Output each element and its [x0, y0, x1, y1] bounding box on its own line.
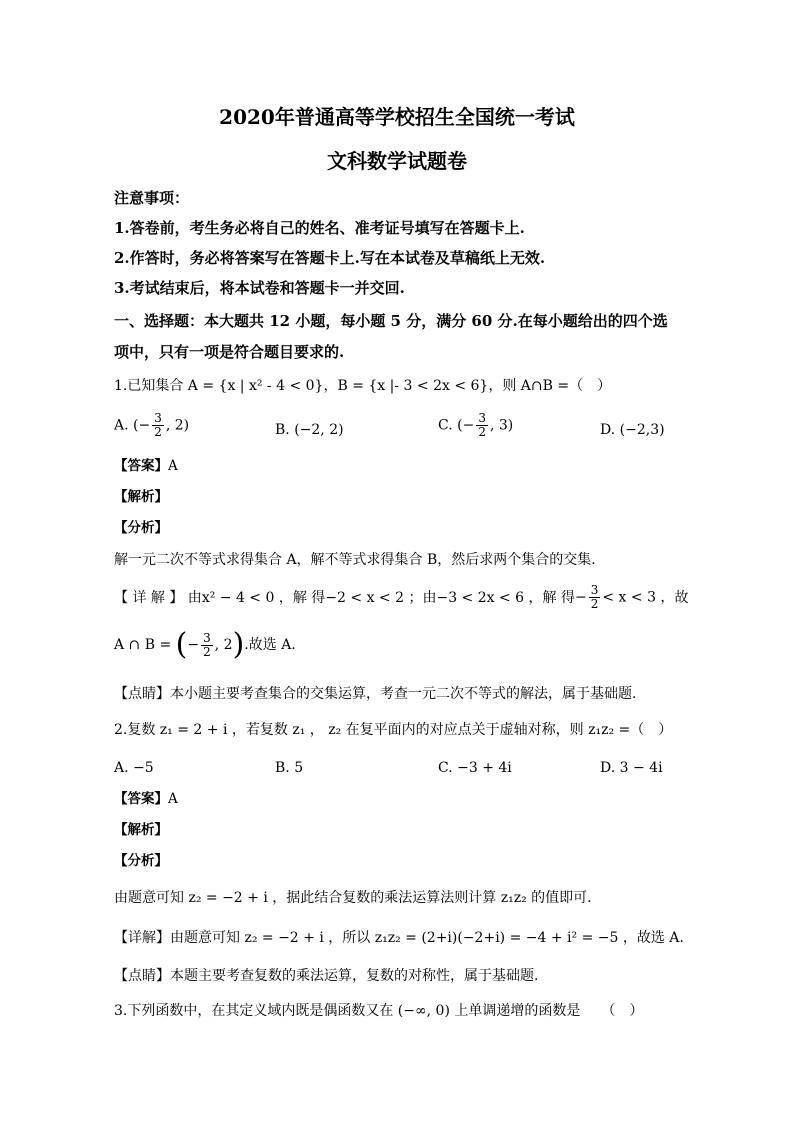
q1-detail-frac-den: 2	[590, 597, 599, 611]
q2-option-a: A. −5	[114, 760, 154, 776]
q1-result-inner-post: , 2	[214, 637, 233, 653]
exam-subtitle: 文科数学试题卷	[327, 149, 467, 173]
exam-title: 2020年普通高等学校招生全国统一考试	[219, 105, 575, 129]
q1-detail-part-6: −3 < 2x < 6 ，	[436, 589, 543, 606]
q1-option-a-fraction	[152, 412, 164, 439]
q1-option-c-den: 2	[478, 425, 486, 439]
q1-option-d-value: (−2,3)	[619, 422, 665, 438]
q1-analysis: 解一元二次不等式求得集合 A，解不等式求得集合 B，然后求两个集合的交集.	[114, 552, 596, 568]
q1-option-c-post: , 3)	[489, 417, 514, 434]
q1-option-c-num: 3	[478, 411, 486, 425]
q1-option-b-label: B.	[275, 422, 290, 438]
q1-detail-part-5: 由	[422, 589, 437, 606]
notes-heading: 注意事项：	[114, 189, 190, 207]
q1-detail-part-3: 解 得	[292, 589, 326, 606]
q1-option-a-post: , 2)	[165, 417, 190, 434]
q1-option-b-value: (−2, 2)	[294, 422, 344, 438]
q1-detail-part-7: 解 得	[542, 589, 575, 606]
right-paren-glyph: )	[232, 627, 245, 662]
q1-fenxi-tag: 【分析】	[114, 520, 168, 536]
left-paren-glyph: (	[175, 627, 188, 662]
q1-detail-part-4: −2 < x < 2 ；	[325, 589, 423, 606]
q2-answer	[114, 789, 178, 809]
q1-detail	[114, 583, 689, 611]
q1-detail-frac-post: < x < 3 ，	[602, 589, 675, 606]
q1-detail-part-1: 【 详 解 】 由	[114, 589, 202, 606]
q1-option-c-label: C.	[438, 417, 453, 434]
q2-answer-tag: 【答案】	[114, 791, 168, 807]
q1-result-post: .故选 A.	[244, 637, 296, 653]
q2-stem: 2.复数 z₁ = 2 + i ，若复数 z₁ ， z₂ 在复平面内的对应点关于虚轴对称，则 z₁z₂ =（ ）	[114, 722, 673, 738]
q1-option-a-num: 3	[154, 411, 162, 425]
q1-result-fraction	[201, 632, 213, 659]
q1-answer	[114, 456, 178, 476]
q1-option-a	[114, 412, 189, 439]
q2-analysis: 由题意可知 z₂ = −2 + i ，据此结合复数的乘法运算法则计算 z₁z₂ 的值即可.	[114, 890, 592, 906]
q1-option-c-fraction	[476, 412, 488, 439]
notes-item-1: 1.答卷前，考生务必将自己的姓名、准考证号填写在答题卡上.	[114, 219, 525, 237]
q1-detail-end: 故	[674, 589, 689, 606]
q1-detail-fraction-expr	[575, 584, 674, 611]
notes-item-3: 3.考试结束后，将本试卷和答题卡一并交回.	[114, 279, 405, 297]
q1-answer-tag: 【答案】	[114, 458, 168, 474]
section-heading-line2: 项中，只有一项是符合题目要求的.	[114, 343, 345, 361]
q1-result-inner-pre: −	[187, 637, 200, 653]
q1-dianjing: 【点睛】本小题主要考查集合的交集运算，考查一元二次不等式的解法，属于基础题.	[114, 686, 637, 702]
q1-stem: 1.已知集合 A = {x | x² - 4 < 0}，B = {x |- 3 < 2x < 6}，则 A∩B =（ ）	[114, 378, 612, 394]
q1-answer-value: A	[168, 458, 178, 474]
q1-option-b	[275, 420, 344, 440]
q1-option-a-den: 2	[154, 425, 162, 439]
q3-stem: 3.下列函数中，在其定义域内既是偶函数又在 (−∞, 0) 上单调递增的函数是 （ ）	[114, 1003, 644, 1019]
q1-option-a-pre: (−	[133, 417, 151, 434]
q2-option-d: D. 3 − 4i	[600, 760, 663, 776]
q1-detail-part-2: x² − 4 < 0 ，	[201, 589, 293, 606]
section-heading-line1: 一、选择题：本大题共 12 小题，每小题 5 分，满分 60 分.在每小题给出的四个选	[114, 312, 668, 330]
q1-result-pre: A ∩ B =	[114, 637, 172, 653]
q1-result-num: 3	[203, 630, 211, 645]
q1-result-den: 2	[203, 644, 211, 659]
q1-detail-frac-num: 3	[590, 583, 599, 597]
q1-detail-fraction	[589, 584, 601, 611]
q1-option-d	[600, 420, 665, 440]
q1-detail-frac-pre: −	[574, 589, 587, 606]
q1-jiexi-tag: 【解析】	[114, 489, 168, 505]
notes-item-2: 2.作答时，务必将答案写在答题卡上.写在本试卷及草稿纸上无效.	[114, 249, 546, 267]
q1-option-a-label: A.	[114, 417, 129, 434]
q2-detail: 【详解】由题意可知 z₂ = −2 + i ，所以 z₁z₂ = (2+i)(−2+i) = −4 + i² = −5 ，故选 A.	[114, 930, 684, 946]
q1-result	[114, 627, 296, 662]
q2-answer-value: A	[168, 791, 178, 807]
q1-option-c	[438, 412, 513, 439]
q1-option-d-label: D.	[600, 422, 616, 438]
q2-dianjing: 【点睛】本题主要考查复数的乘法运算，复数的对称性，属于基础题.	[114, 968, 539, 984]
q1-option-c-pre: (−	[457, 417, 475, 434]
q2-option-b: B. 5	[275, 760, 304, 776]
q2-jiexi-tag: 【解析】	[114, 822, 168, 838]
q2-option-c: C. −3 + 4i	[438, 760, 512, 776]
q2-fenxi-tag: 【分析】	[114, 853, 168, 869]
